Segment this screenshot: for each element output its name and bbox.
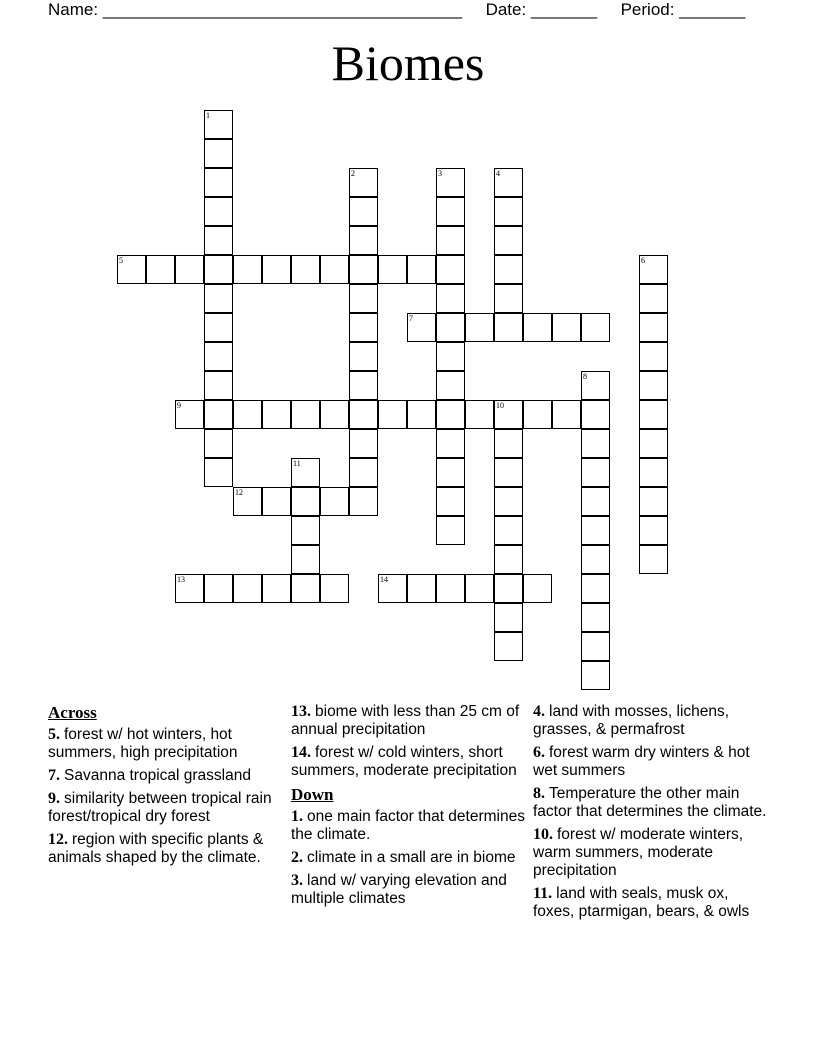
clue-across-7: 7. Savanna tropical grassland xyxy=(48,767,251,784)
clue-number: 3 xyxy=(438,169,442,178)
grid-cell[interactable] xyxy=(523,400,552,429)
grid-cell[interactable] xyxy=(349,458,378,487)
grid-cell[interactable] xyxy=(233,400,262,429)
grid-cell[interactable] xyxy=(320,574,349,603)
grid-cell[interactable] xyxy=(291,516,320,545)
grid-cell[interactable] xyxy=(407,400,436,429)
grid-cell[interactable] xyxy=(291,574,320,603)
grid-cell[interactable] xyxy=(581,516,610,545)
grid-cell[interactable] xyxy=(233,255,262,284)
grid-cell[interactable] xyxy=(407,574,436,603)
grid-cell[interactable] xyxy=(494,255,523,284)
clue-down-3: 3. land w/ varying elevation and multiple climates xyxy=(291,872,507,907)
grid-cell[interactable] xyxy=(262,255,291,284)
grid-cell[interactable] xyxy=(639,284,668,313)
clue-across-14: 14. forest w/ cold winters, short summers, moderate precipitation xyxy=(291,744,517,779)
grid-cell[interactable] xyxy=(465,574,494,603)
grid-cell[interactable] xyxy=(407,255,436,284)
grid-cell[interactable] xyxy=(436,284,465,313)
grid-cell[interactable] xyxy=(349,429,378,458)
clues-column-2 xyxy=(291,703,527,913)
grid-cell[interactable] xyxy=(436,400,465,429)
clue-number: 2 xyxy=(351,169,355,178)
page-title: Biomes xyxy=(331,35,485,91)
grid-cell[interactable] xyxy=(581,429,610,458)
grid-cell[interactable] xyxy=(494,197,523,226)
date-label: Date: xyxy=(485,0,527,19)
clue-number: 9 xyxy=(177,401,181,410)
clues-column-1 xyxy=(48,703,286,872)
grid-cell[interactable] xyxy=(204,313,233,342)
grid-cell[interactable] xyxy=(378,255,407,284)
clue-down-2: 2. climate in a small are in biome xyxy=(291,849,516,866)
down-heading: Down xyxy=(291,785,334,804)
grid-cell[interactable] xyxy=(349,226,378,255)
grid-cell[interactable] xyxy=(204,574,233,603)
clue-down-6: 6. forest warm dry winters & hot wet summers xyxy=(533,744,750,779)
grid-cell[interactable] xyxy=(436,574,465,603)
grid-cell[interactable] xyxy=(146,255,175,284)
grid-cell[interactable] xyxy=(204,226,233,255)
grid-cell[interactable] xyxy=(349,197,378,226)
grid-cell[interactable] xyxy=(581,661,610,690)
clue-number: 6 xyxy=(641,256,645,265)
grid-cell[interactable] xyxy=(552,400,581,429)
grid-cell[interactable] xyxy=(581,574,610,603)
grid-cell[interactable] xyxy=(175,255,204,284)
grid-cell[interactable] xyxy=(581,313,610,342)
grid-cell[interactable] xyxy=(523,313,552,342)
grid-cell[interactable] xyxy=(204,371,233,400)
clue-number: 7 xyxy=(409,314,413,323)
clue-across-13: 13. biome with less than 25 cm of annual precipitation xyxy=(291,703,520,738)
clue-down-10: 10. forest w/ moderate winters, warm summers, moderate precipitation xyxy=(533,826,744,879)
grid-cell[interactable] xyxy=(291,545,320,574)
clue-down-8: 8. Temperature the other main factor that determines the climate. xyxy=(533,785,767,820)
grid-cell[interactable] xyxy=(349,342,378,371)
grid-cell[interactable] xyxy=(262,574,291,603)
grid-cell[interactable] xyxy=(204,255,233,284)
clue-across-5: 5. forest w/ hot winters, hot summers, high precipitation xyxy=(48,726,238,761)
grid-cell[interactable] xyxy=(436,342,465,371)
grid-cell[interactable] xyxy=(320,400,349,429)
clue-number: 8 xyxy=(583,372,587,381)
grid-cell[interactable] xyxy=(349,487,378,516)
grid-cell[interactable] xyxy=(436,371,465,400)
grid-cell[interactable] xyxy=(349,371,378,400)
grid-cell[interactable] xyxy=(436,458,465,487)
period-label: Period: xyxy=(620,0,675,19)
grid-cell[interactable] xyxy=(262,487,291,516)
grid-cell[interactable] xyxy=(291,487,320,516)
grid-cell[interactable] xyxy=(494,632,523,661)
grid-cell[interactable] xyxy=(436,516,465,545)
clue-number: 11 xyxy=(293,459,301,468)
grid-cell[interactable] xyxy=(204,168,233,197)
clue-number: 1 xyxy=(206,111,210,120)
grid-cell[interactable] xyxy=(204,429,233,458)
grid-cell[interactable] xyxy=(494,284,523,313)
name-label: Name: xyxy=(48,0,99,19)
grid-cell[interactable] xyxy=(639,342,668,371)
clue-down-11: 11. land with seals, musk ox, foxes, ptarmigan, bears, & owls xyxy=(533,885,750,920)
grid-cell[interactable] xyxy=(639,400,668,429)
grid-cell[interactable] xyxy=(349,313,378,342)
grid-cell[interactable] xyxy=(494,574,523,603)
grid-cell[interactable] xyxy=(523,574,552,603)
clue-across-9: 9. similarity between tropical rain forest/tropical dry forest xyxy=(48,790,272,825)
grid-cell[interactable] xyxy=(349,255,378,284)
period-blank[interactable]: _______ xyxy=(679,0,746,19)
grid-cell[interactable] xyxy=(494,516,523,545)
clue-number: 4 xyxy=(496,169,500,178)
grid-cell[interactable] xyxy=(494,487,523,516)
grid-cell[interactable] xyxy=(581,603,610,632)
grid-cell[interactable] xyxy=(436,226,465,255)
grid-cell[interactable] xyxy=(320,255,349,284)
clue-number: 5 xyxy=(119,256,123,265)
clue-number: 12 xyxy=(235,488,243,497)
grid-cell[interactable] xyxy=(494,458,523,487)
grid-cell[interactable] xyxy=(639,516,668,545)
grid-cell[interactable] xyxy=(436,255,465,284)
grid-cell[interactable] xyxy=(204,139,233,168)
grid-cell[interactable] xyxy=(581,632,610,661)
grid-cell[interactable] xyxy=(436,487,465,516)
grid-cell[interactable] xyxy=(639,371,668,400)
grid-cell[interactable] xyxy=(349,284,378,313)
across-heading: Across xyxy=(48,703,97,722)
grid-cell[interactable] xyxy=(436,197,465,226)
grid-cell[interactable] xyxy=(639,487,668,516)
grid-cell[interactable] xyxy=(581,545,610,574)
grid-cell[interactable] xyxy=(581,458,610,487)
grid-cell[interactable] xyxy=(465,313,494,342)
grid-cell[interactable] xyxy=(465,400,494,429)
grid-cell[interactable] xyxy=(378,400,407,429)
name-blank[interactable]: ______________________________________ xyxy=(102,0,463,19)
grid-cell[interactable] xyxy=(262,400,291,429)
grid-cell[interactable] xyxy=(436,429,465,458)
grid-cell[interactable] xyxy=(639,429,668,458)
grid-cell[interactable] xyxy=(291,255,320,284)
clue-down-1: 1. one main factor that determines the climate. xyxy=(291,808,525,843)
grid-cell[interactable] xyxy=(204,400,233,429)
grid-cell[interactable] xyxy=(204,342,233,371)
grid-cell[interactable] xyxy=(494,603,523,632)
grid-cell[interactable] xyxy=(320,487,349,516)
grid-cell[interactable] xyxy=(581,400,610,429)
clue-down-4: 4. land with mosses, lichens, grasses, & permafrost xyxy=(533,703,730,738)
grid-cell[interactable] xyxy=(291,400,320,429)
date-blank[interactable]: _______ xyxy=(530,0,598,19)
grid-cell[interactable] xyxy=(233,574,262,603)
grid-cell[interactable] xyxy=(552,313,581,342)
grid-cell[interactable] xyxy=(204,284,233,313)
grid-cell[interactable] xyxy=(204,197,233,226)
grid-cell[interactable] xyxy=(349,400,378,429)
grid-cell[interactable] xyxy=(494,226,523,255)
grid-cell[interactable] xyxy=(639,545,668,574)
clue-number: 14 xyxy=(380,575,388,584)
clue-number: 13 xyxy=(177,575,185,584)
clues-column-3 xyxy=(533,703,773,926)
grid-cell[interactable] xyxy=(639,458,668,487)
grid-cell[interactable] xyxy=(436,313,465,342)
grid-cell[interactable] xyxy=(581,487,610,516)
grid-cell[interactable] xyxy=(494,313,523,342)
clue-across-12: 12. region with specific plants & animals shaped by the climate. xyxy=(48,831,264,866)
grid-cell[interactable] xyxy=(639,313,668,342)
clue-number: 10 xyxy=(496,401,504,410)
grid-cell[interactable] xyxy=(204,458,233,487)
grid-cell[interactable] xyxy=(494,429,523,458)
grid-cell[interactable] xyxy=(494,545,523,574)
